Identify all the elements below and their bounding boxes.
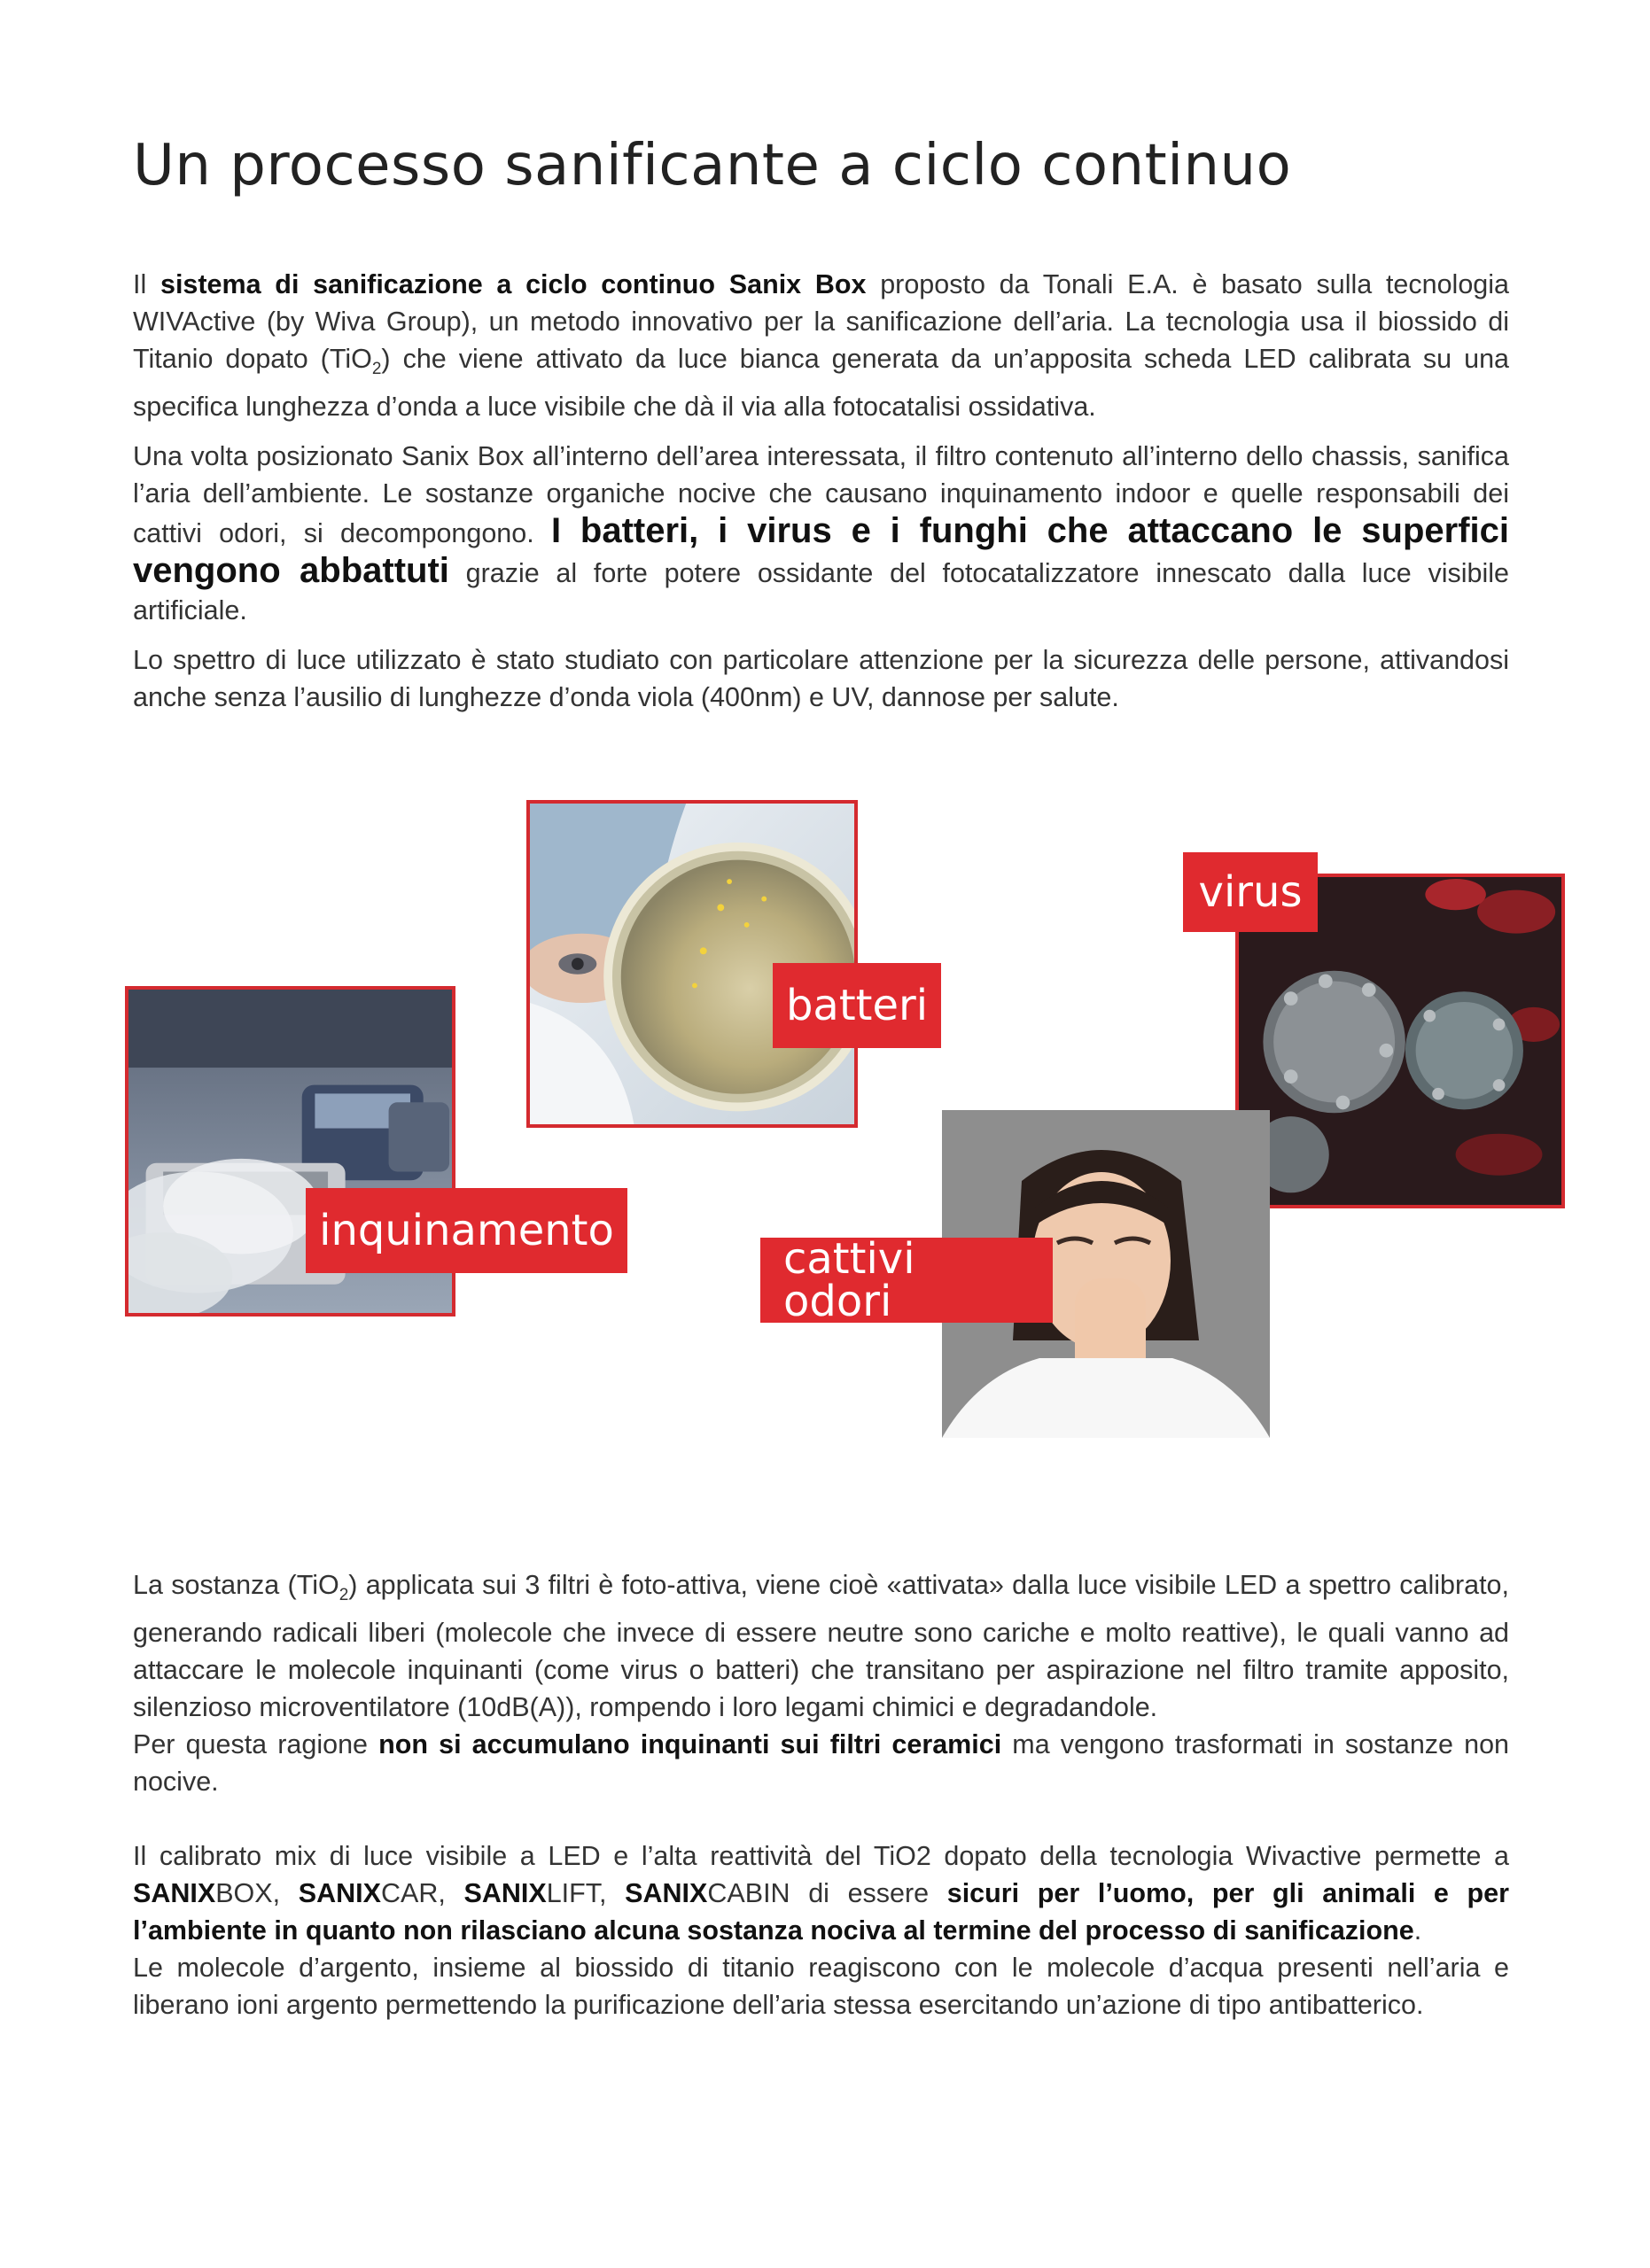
label-cattivi-odori: cattivi odori [760,1238,1053,1323]
label-inquinamento: inquinamento [306,1188,627,1273]
intro-paragraph-3: Lo spettro di luce utilizzato è stato studiato con particolare attenzione per la sicurezza delle persone, attivandosi anche senza l’ausilio di lunghezze d’onda viola (400nm) e UV, dannose per salute. [133,645,1509,713]
label-virus: virus [1183,852,1318,932]
bottom-text [133,1566,1509,2036]
page-title: Un processo sanificante a ciclo continuo [133,133,1292,198]
bottom-paragraph-2: Il calibrato mix di luce visibile a LED e l’alta reattività del TiO2 dopato della tecnologia Wivactive permette a SANIXBOX, SANIXCAR, SANIXLIFT, SANIXCABIN di essere sicuri per l’uomo, per gli animali e per l’ambiente in quanto non rilasciano alcuna sostanza nociva al termine del processo di sanificazione. Le molecole d’argento, insieme al biossido di titanio reagiscono con le molecole d’acqua presenti nell’aria e liberano ioni argento permettendo la purificazione dell’aria stessa esercitando un’azione di tipo antibatterico. [133,1841,1509,2021]
intro-paragraph-1: Il sistema di sanificazione a ciclo continuo Sanix Box proposto da Tonali E.A. è basato sulla tecnologia WIVActive (by Wiva Group), un metodo innovativo per la sanificazione dell’aria. La tecnologia usa il biossido di Titanio dopato (TiO$_2$) che viene attivato da luce bianca generata da un’apposita scheda LED calibrata su una specifica lunghezza d’onda a luce visibile che dà il via alla fotocatalisi ossidativa. [133,269,1509,423]
label-batteri: batteri [773,963,941,1048]
highlight-statement: I batteri, i virus e i funghi che attaccano le superfici vengono abbattuti [133,511,1510,591]
intro-text [133,266,1509,728]
bottom-paragraph-1: La sostanza (TiO$_2$) applicata sui 3 filtri è foto-attiva, viene cioè «attivata» dalla luce visibile LED a spettro calibrato, generando radicali liberi (molecole che invece di essere neutre sono cariche e molto reattive), le quali vanno ad attaccare le molecole inquinanti (come virus o batteri) che transitano per aspirazione nel filtro tramite apposito, silenzioso microventilatore (10dB(A)), rompendo i loro legami chimici e degradandole. Per questa ragione non si accumulano inquinanti sui filtri ceramici ma vengono trasformati in sostanze non nocive. [133,1570,1509,1798]
intro-paragraph-2: Una volta posizionato Sanix Box all’interno dell’area interessata, il filtro contenuto all’interno dello chassis, sanifica l’aria dell’ambiente. Le sostanze organiche nocive che causano inquinamento indoor e quelle responsabili dei cattivi odori, si decompongono. I batteri, i virus e i funghi che attaccano le superfici vengono abbattuti grazie al forte potere ossidante del fotocatalizzatore innescato dalla luce visibile artificiale. [133,441,1510,626]
